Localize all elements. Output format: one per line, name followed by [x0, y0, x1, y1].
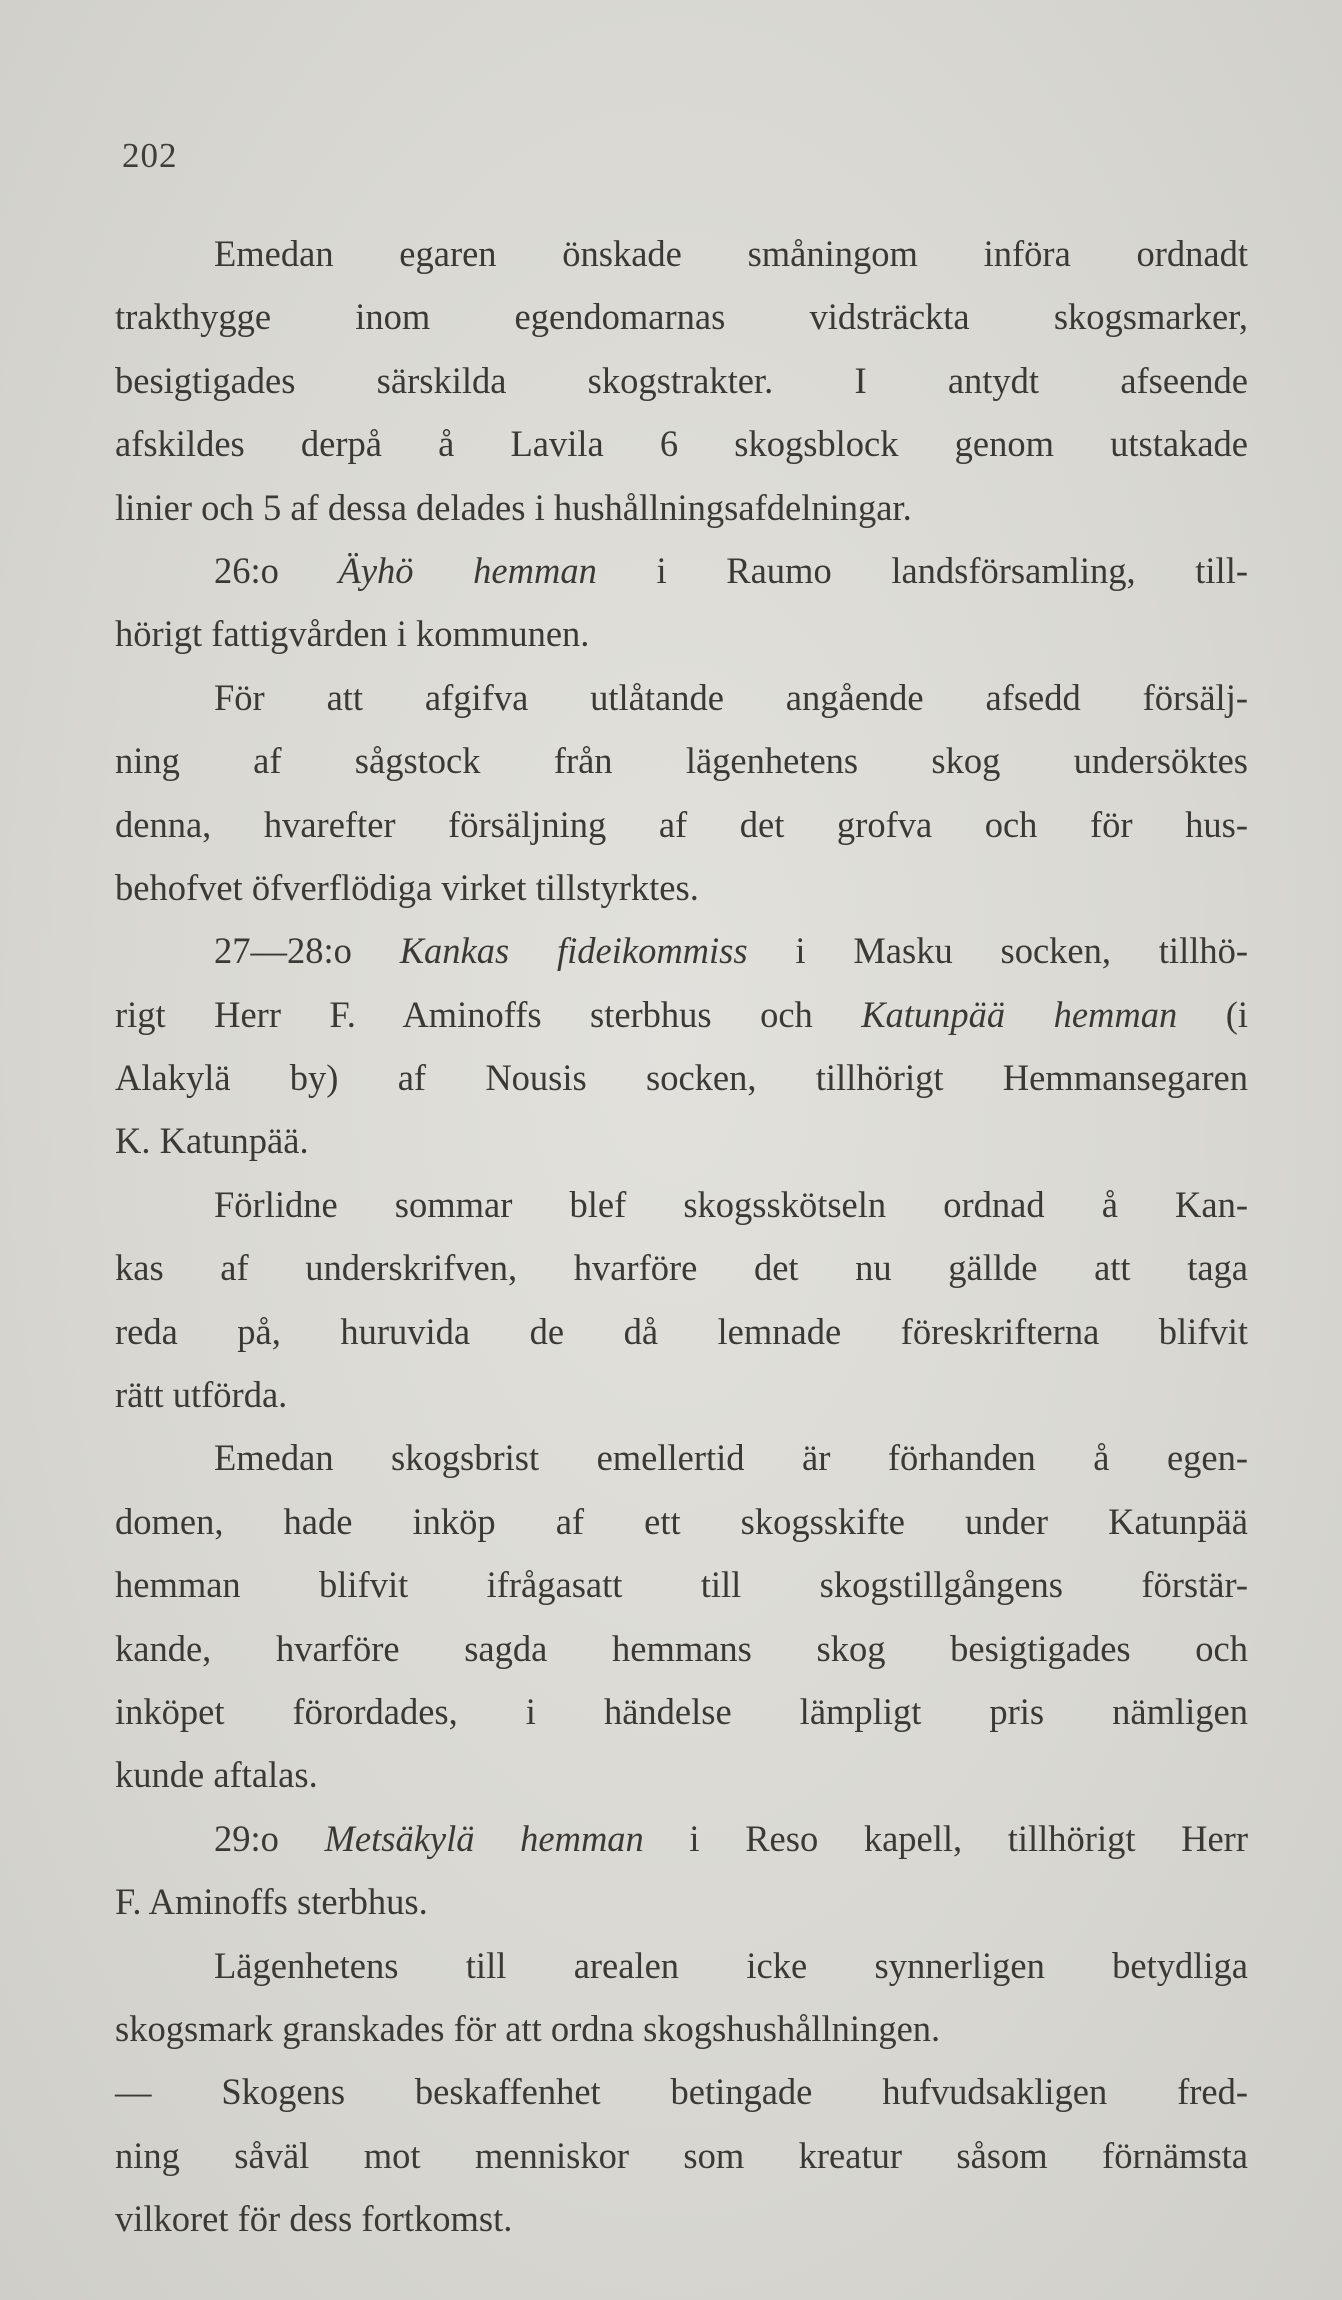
- text-segment: Lägenhetens till arealen icke synnerligen betydliga: [214, 1944, 1248, 1986]
- text-segment: hemman blifvit ifrågasatt till skogstillgångens förstär-: [115, 1564, 1248, 1606]
- text-segment: afskildes derpå å Lavila 6 skogsblock genom utstakade: [115, 423, 1248, 465]
- text-segment: (i: [1177, 993, 1249, 1035]
- text-segment: ning af sågstock från lägenhetens skog undersöktes: [115, 740, 1248, 782]
- text-line: [115, 1617, 1248, 1680]
- text-segment: trakthygge inom egendomarnas vidsträckta skogsmarker,: [115, 296, 1248, 338]
- text-segment: behofvet öfverflödiga virket tillstyrktes.: [115, 866, 699, 908]
- text-line: [115, 1046, 1248, 1109]
- italic-text: Metsäkylä hemman: [324, 1817, 644, 1859]
- text-line: [115, 1870, 1248, 1933]
- text-line: [115, 983, 1248, 1046]
- text-line: [115, 2187, 1248, 2250]
- text-segment: F. Aminoffs sterbhus.: [115, 1881, 428, 1923]
- text-segment: reda på, huruvida de då lemnade föreskrifterna blifvit: [115, 1310, 1248, 1352]
- text-line: [115, 1363, 1248, 1426]
- body-text: [115, 222, 1248, 2251]
- text-line: [115, 1109, 1248, 1172]
- text-line: [115, 2060, 1248, 2123]
- text-segment: besigtigades särskilda skogstrakter. I antydt afseende: [115, 359, 1248, 401]
- text-segment: kas af underskrifven, hvarföre det nu gällde att taga: [115, 1247, 1248, 1289]
- text-segment: Förlidne sommar blef skogsskötseln ordnad å Kan-: [214, 1183, 1248, 1225]
- italic-text: Äyhö hemman: [338, 549, 597, 591]
- text-line: [115, 1173, 1248, 1236]
- text-line: [115, 1997, 1248, 2060]
- text-segment: rigt Herr F. Aminoffs sterbhus och: [115, 993, 862, 1035]
- text-segment: i Masku socken, tillhö-: [747, 930, 1249, 972]
- text-line: [115, 1300, 1248, 1363]
- text-segment: rätt utförda.: [115, 1374, 288, 1416]
- text-segment: i Raumo landsförsamling, till-: [596, 549, 1248, 591]
- text-line: [115, 412, 1248, 475]
- text-segment: i Reso kapell, tillhörigt Herr: [643, 1817, 1248, 1859]
- text-line: [115, 793, 1248, 856]
- text-line: [115, 285, 1248, 348]
- text-segment: skogsmark granskades för att ordna skogshushållningen.: [115, 2007, 941, 2049]
- text-segment: vilkoret för dess fortkomst.: [115, 2198, 513, 2240]
- text-line: [115, 729, 1248, 792]
- text-line: [115, 476, 1248, 539]
- text-segment: Emedan skogsbrist emellertid är förhanden å egen-: [214, 1437, 1248, 1479]
- text-segment: K. Katunpää.: [115, 1120, 309, 1162]
- text-line: [115, 222, 1248, 285]
- text-segment: kunde aftalas.: [115, 1754, 318, 1796]
- text-line: [115, 1743, 1248, 1806]
- text-segment: kande, hvarföre sagda hemmans skog besigtigades och: [115, 1627, 1248, 1669]
- text-segment: domen, hade inköp af ett skogsskifte under Katunpää: [115, 1500, 1248, 1542]
- text-line: [115, 1680, 1248, 1743]
- text-segment: — Skogens beskaffenhet betingade hufvudsakligen fred-: [115, 2071, 1248, 2113]
- text-line: [115, 919, 1248, 982]
- text-line: [115, 666, 1248, 729]
- text-line: [115, 1426, 1248, 1489]
- text-line: [115, 856, 1248, 919]
- text-segment: 26:o: [214, 549, 339, 591]
- italic-text: Katunpää hemman: [861, 993, 1178, 1035]
- text-line: [115, 539, 1248, 602]
- text-segment: denna, hvarefter försäljning af det grofva och för hus-: [115, 803, 1248, 845]
- text-line: [115, 1553, 1248, 1616]
- page-number: 202: [122, 136, 178, 175]
- text-line: [115, 1807, 1248, 1870]
- text-line: [115, 1236, 1248, 1299]
- text-line: [115, 349, 1248, 412]
- text-segment: För att afgifva utlåtande angående afsedd försälj-: [214, 676, 1248, 718]
- text-segment: Emedan egaren önskade småningom införa ordnadt: [214, 233, 1248, 274]
- text-line: [115, 602, 1248, 665]
- text-segment: inköpet förordades, i händelse lämpligt pris nämligen: [115, 1690, 1248, 1732]
- text-line: [115, 2124, 1248, 2187]
- text-line: [115, 1934, 1248, 1997]
- text-segment: linier och 5 af dessa delades i hushållningsafdelningar.: [115, 486, 912, 528]
- text-segment: Alakylä by) af Nousis socken, tillhörigt Hemmansegaren: [115, 1057, 1248, 1099]
- text-segment: hörigt fattigvården i kommunen.: [115, 613, 590, 655]
- text-line: [115, 1490, 1248, 1553]
- text-segment: 29:o: [214, 1817, 325, 1859]
- text-segment: 27—28:o: [214, 930, 400, 972]
- italic-text: Kankas fideikommiss: [399, 930, 748, 972]
- text-segment: ning såväl mot menniskor som kreatur såsom förnämsta: [115, 2134, 1248, 2176]
